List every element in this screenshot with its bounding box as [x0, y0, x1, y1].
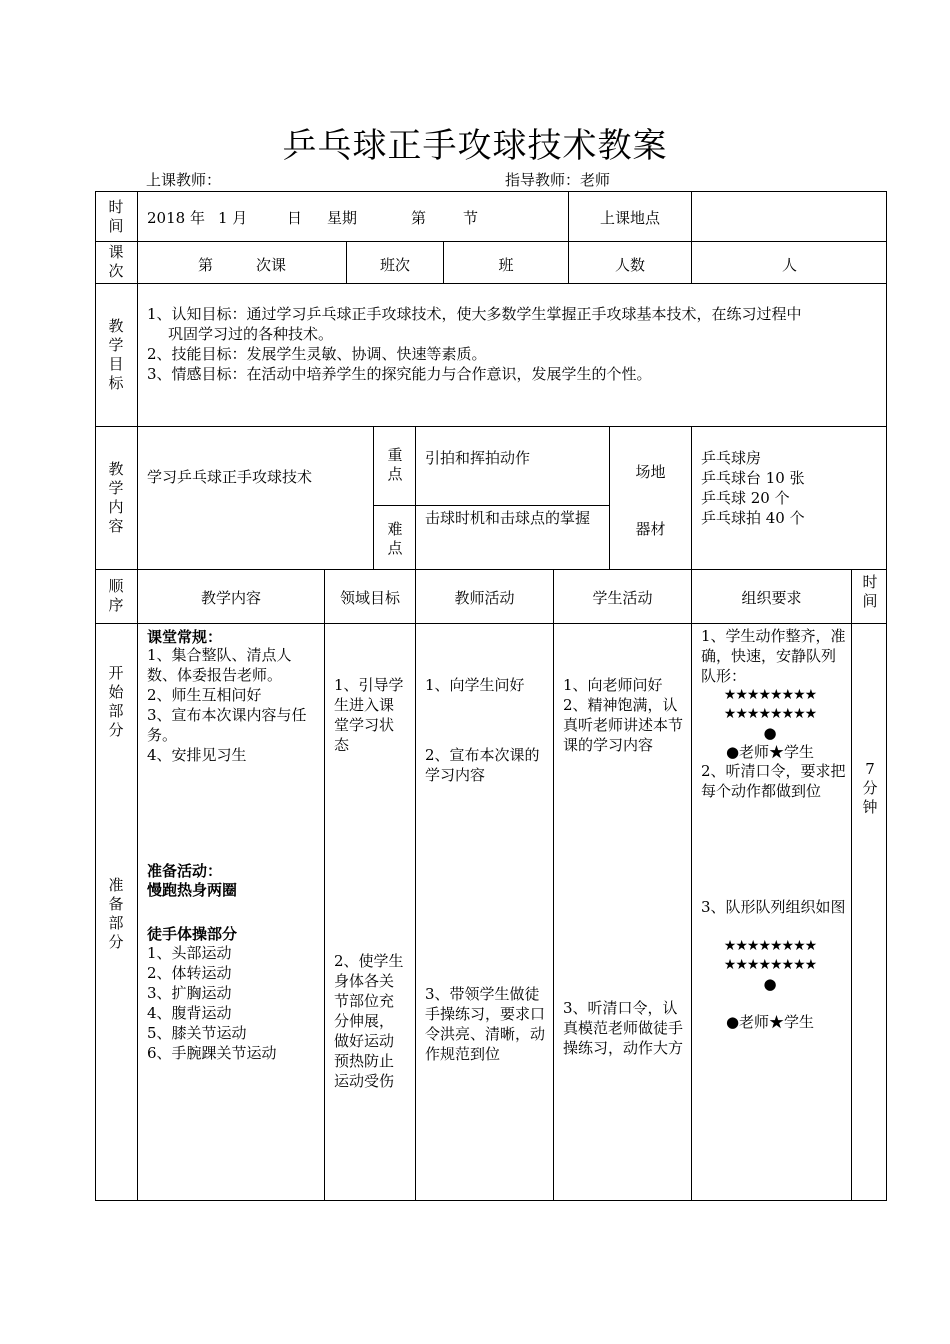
- prep-org-intro: 3、队形队列组织如图: [701, 898, 846, 916]
- content-label: 教学内容: [108, 460, 124, 535]
- start-domain: 1、引导学生进入课堂学习状态: [334, 676, 404, 754]
- start-student-formation-row: ★★★★★★★★: [723, 687, 817, 703]
- prep-teacher-marker: ●: [763, 975, 777, 993]
- prep-student-formation-row: ★★★★★★★★: [723, 957, 817, 973]
- difficult-point-value: 击球时机和击球点的掌握: [425, 509, 591, 527]
- warmup-title: 准备活动：: [147, 862, 223, 880]
- col-divider: [553, 569, 554, 1201]
- prep-part-label: 准备部分: [108, 876, 124, 951]
- exercise-title: 徒手体操部分: [147, 925, 238, 943]
- start-formation-legend: ●老师★学生: [725, 743, 815, 761]
- header-student: 学生活动: [592, 589, 653, 607]
- col-divider: [851, 569, 852, 1201]
- month-field: 1 月: [218, 209, 248, 227]
- row-divider: [95, 426, 887, 427]
- row-divider: [95, 569, 887, 570]
- year-field: 2018 年: [147, 209, 205, 227]
- objective-3: 3、情感目标：在活动中培养学生的探究能力与合作意识，发展学生的个性。: [147, 365, 652, 383]
- lesson-di: 第: [198, 256, 214, 274]
- objective-2: 2、技能目标：发展学生灵敏、协调、快速等素质。: [147, 345, 487, 363]
- col-divider: [324, 569, 325, 1201]
- venue-equipment-list: 乒乓球房 乒乓球台 10 张 乒乓球 20 个 乒乓球拍 40 个: [701, 449, 805, 527]
- prep-teacher: 3、带领学生做徒手操练习，要求口令洪亮、清晰，动作规范到位: [425, 985, 546, 1063]
- count-label: 人数: [614, 256, 645, 274]
- header-domain: 领域目标: [339, 589, 400, 607]
- advisor-label: 指导教师：老师: [505, 171, 611, 189]
- prep-formation-legend: ●老师★学生: [725, 1013, 815, 1031]
- col-divider: [415, 426, 416, 569]
- count-value: 人: [781, 256, 797, 274]
- col-divider: [137, 191, 138, 1201]
- key-point-value: 引拍和挥拍动作: [425, 449, 531, 467]
- class-label: 班次: [379, 256, 410, 274]
- difficult-point-label: 难点: [387, 520, 403, 557]
- start-teacher-1: 1、向学生问好: [425, 676, 525, 694]
- col-divider: [691, 426, 692, 569]
- weekday-field: 星期: [327, 209, 358, 227]
- period-jie: 节: [463, 209, 479, 227]
- prep-student: 3、听清口令，认真模范老师做徒手操练习，动作大方: [563, 999, 684, 1057]
- content-topic: 学习乒乓球正手攻球技术: [147, 468, 313, 486]
- header-time: 时间: [862, 573, 878, 610]
- row-divider: [95, 623, 887, 624]
- col-divider: [609, 426, 610, 569]
- row-divider: [95, 283, 887, 284]
- objective-1-cont: 巩固学习过的各种技术。: [168, 325, 334, 343]
- row-divider: [95, 241, 887, 242]
- teacher-label: 上课教师：: [146, 171, 222, 189]
- start-org-intro: 1、学生动作整齐，准确，快速，安静队列队形：: [701, 627, 846, 685]
- row-divider: [373, 505, 609, 506]
- location-label: 上课地点: [599, 209, 660, 227]
- prep-student-formation-row: ★★★★★★★★: [723, 938, 817, 954]
- header-order: 顺序: [108, 577, 124, 614]
- col-divider: [691, 569, 692, 1201]
- routine-title: 课堂常规：: [147, 628, 223, 646]
- equipment-label: 器材: [635, 520, 666, 538]
- start-student-formation-row: ★★★★★★★★: [723, 706, 817, 722]
- prep-domain: 2、使学生身体各关节部位充分伸展，做好运动预热防止运动受伤: [334, 952, 404, 1090]
- col-divider: [373, 426, 374, 569]
- header-content: 教学内容: [200, 589, 261, 607]
- routine-items: 1、集合整队、清点人数、体委报告老师。 2、师生互相问好 3、宣布本次课内容与任务。 4、安排见习生: [147, 646, 307, 764]
- start-duration: 7分钟: [862, 760, 878, 816]
- start-org-item-2: 2、听清口令，要求把每个动作都做到位: [701, 762, 846, 800]
- time-row-label: 时间: [108, 198, 124, 235]
- start-teacher-2: 2、宣布本次课的学习内容: [425, 746, 540, 784]
- class-value: 班: [498, 256, 514, 274]
- key-point-label: 重点: [387, 446, 403, 483]
- period-di: 第: [411, 209, 427, 227]
- page-title: 乒乓球正手攻球技术教案: [282, 126, 668, 166]
- day-field: 日: [287, 209, 303, 227]
- header-organization: 组织要求: [741, 589, 802, 607]
- header-teacher: 教师活动: [454, 589, 515, 607]
- start-teacher-marker: ●: [763, 724, 777, 742]
- objective-1: 1、认知目标：通过学习乒乓球正手攻球技术，使大多数学生掌握正手攻球基本技术，在练习过程中: [147, 305, 802, 323]
- exercise-items: 1、头部运动 2、体转运动 3、扩胸运动 4、腹背运动 5、膝关节运动 6、手腕踝关节运动: [147, 944, 277, 1062]
- warmup-run: 慢跑热身两圈: [147, 881, 238, 899]
- col-divider: [415, 569, 416, 1201]
- lesson-row-label: 课次: [108, 243, 124, 280]
- venue-label: 场地: [635, 463, 666, 481]
- lesson-ci: 次课: [256, 256, 287, 274]
- start-student: 1、向老师问好 2、精神饱满，认真听老师讲述本节课的学习内容: [563, 676, 684, 754]
- objectives-label: 教学目标: [108, 317, 124, 392]
- start-part-label: 开始部分: [108, 664, 124, 739]
